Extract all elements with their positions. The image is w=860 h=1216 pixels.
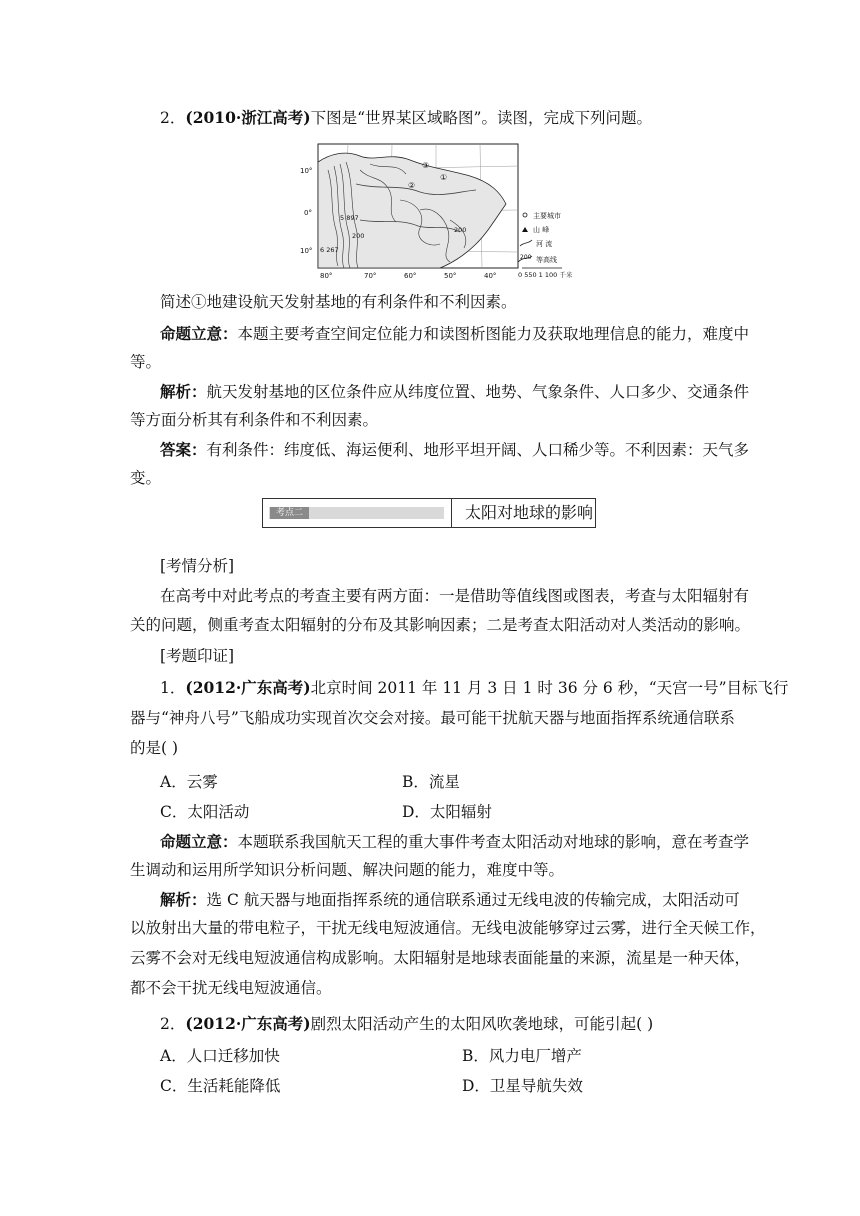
banner-title: 太阳对地球的影响 <box>465 503 594 522</box>
lon-label-70: 70° <box>364 272 377 280</box>
question-stem: 剧烈太阳活动产生的太阳风吹袭地球，可能引起( ) <box>310 1015 654 1033</box>
marker-1: ① <box>440 173 448 182</box>
banner-tag: 考点二 <box>270 507 309 519</box>
question-2010 <box>160 108 652 128</box>
question-stem: 北京时间 2011 年 11 月 3 日 1 时 36 分 6 秒，“天宫一号”目标飞行 <box>310 679 789 697</box>
analysis-text: 选 C 航天器与地面指挥系统的通信联系通过无线电波的传输完成，太阳活动可 <box>206 891 740 909</box>
elevation-label-1: 5 897 <box>340 214 359 222</box>
question-number: 1． <box>160 679 186 697</box>
q1-intent-continued: 生调动和运用所学知识分析问题、解决问题的能力，难度中等。 <box>130 861 565 879</box>
lat-label-10s: 10° <box>300 247 313 255</box>
lon-label-80: 80° <box>320 272 333 280</box>
question-1 <box>160 678 789 698</box>
question-source: (2010·浙江高考) <box>185 108 311 127</box>
question-source: (2012·广东高考) <box>185 1014 311 1033</box>
section-heading-examples: [考题印证] <box>160 647 235 665</box>
q1-intent <box>160 832 749 852</box>
peak-symbol-icon <box>522 227 528 232</box>
q2-option-d: D．卫星导航失效 <box>462 1077 583 1095</box>
q2-option-c: C．生活耗能降低 <box>160 1077 281 1095</box>
analysis-paragraph <box>160 382 749 402</box>
intent-label: 命题立意： <box>160 325 238 343</box>
intent-label: 命题立意： <box>160 833 238 851</box>
q2-option-a: A．人口迁移加快 <box>160 1047 280 1065</box>
lon-label-60: 60° <box>404 272 417 280</box>
answer-continued: 变。 <box>130 469 162 487</box>
legend-city: 主要城市 <box>533 212 561 220</box>
lon-label-50: 50° <box>444 272 457 280</box>
q1-analysis <box>160 890 740 910</box>
lon-label-40: 40° <box>484 272 497 280</box>
section-banner <box>262 498 596 528</box>
legend-peak: 山 峰 <box>533 226 550 234</box>
question-2 <box>160 1014 653 1034</box>
map-legend <box>518 211 573 279</box>
lat-label-0: 0° <box>304 209 312 217</box>
answer-paragraph <box>160 440 749 460</box>
banner-bar <box>269 507 444 519</box>
question-stem: 下图是“世界某区域略图”。读图，完成下列问题。 <box>310 109 652 127</box>
city-symbol-icon <box>523 213 527 217</box>
intent-continued: 等。 <box>130 353 162 371</box>
question-number: 2． <box>160 109 186 127</box>
elevation-label-2: 6 267 <box>320 246 339 254</box>
marker-2: ② <box>408 181 416 190</box>
q1-analysis-line-4: 都不会干扰无线电短波通信。 <box>130 979 332 997</box>
question-1-line-3: 的是( ) <box>130 739 179 757</box>
legend-river: 河 流 <box>536 240 553 248</box>
intent-text: 本题主要考查空间定位能力和读图析图能力及获取地理信息的能力，难度中 <box>237 325 750 343</box>
answer-text: 有利条件：纬度低、海运便利、地形平坦开阔、人口稀少等。不利因素：天气多 <box>206 441 750 459</box>
legend-contour-value: 200 <box>520 254 532 261</box>
banner-divider <box>451 499 452 527</box>
question-number: 2． <box>160 1015 186 1033</box>
q2-option-b: B．风力电厂增产 <box>462 1047 582 1065</box>
analysis-text: 航天发射基地的区位条件应从纬度位置、地势、气象条件、人口多少、交通条件 <box>206 383 750 401</box>
analysis-continued: 等方面分析其有利条件和不利因素。 <box>130 411 379 429</box>
question-source: (2012·广东高考) <box>185 678 311 697</box>
section-heading-analysis: [考情分析] <box>160 557 235 575</box>
elevation-label-4: 200 <box>454 226 467 234</box>
option-a: A．云雾 <box>160 773 218 791</box>
q1-analysis-line-2: 以放射出大量的带电粒子，干扰无线电短波通信。无线电波能够穿过云雾，进行全天候工作， <box>130 919 766 937</box>
legend-scale: 0 550 1 100 千米 <box>518 271 573 279</box>
intent-paragraph <box>160 324 749 344</box>
region-map <box>300 140 600 280</box>
section-analysis-text: 在高考中对此考点的考查主要有两方面：一是借助等值线图或图表，考查与太阳辐射有 <box>160 587 750 605</box>
river-symbol-icon <box>520 240 532 246</box>
analysis-label: 解析： <box>160 383 207 401</box>
q1-analysis-line-3: 云雾不会对无线电短波通信构成影响。太阳辐射是地球表面能量的来源，流星是一种天体， <box>130 949 751 967</box>
section-analysis-continued: 关的问题，侧重考查太阳辐射的分布及其影响因素；二是考查太阳活动对人类活动的影响。 <box>130 616 751 634</box>
analysis-label: 解析： <box>160 891 207 909</box>
elevation-label-3: 200 <box>352 232 365 240</box>
option-c: C．太阳活动 <box>160 803 250 821</box>
answer-label: 答案： <box>160 441 207 459</box>
question-ask: 简述①地建设航天发射基地的有利条件和不利因素。 <box>160 293 517 311</box>
legend-contour: 等高线 <box>536 256 557 264</box>
option-b: B．流星 <box>402 773 460 791</box>
intent-text: 本题联系我国航天工程的重大事件考查太阳活动对地球的影响，意在考查学 <box>237 833 750 851</box>
lat-label-10n: 10° <box>300 167 313 175</box>
option-d: D．太阳辐射 <box>402 803 492 821</box>
land-mass <box>318 153 506 268</box>
question-1-line-2: 器与“神舟八号”飞船成功实现首次交会对接。最可能干扰航天器与地面指挥系统通信联系 <box>130 709 735 727</box>
marker-3: ③ <box>422 161 430 170</box>
